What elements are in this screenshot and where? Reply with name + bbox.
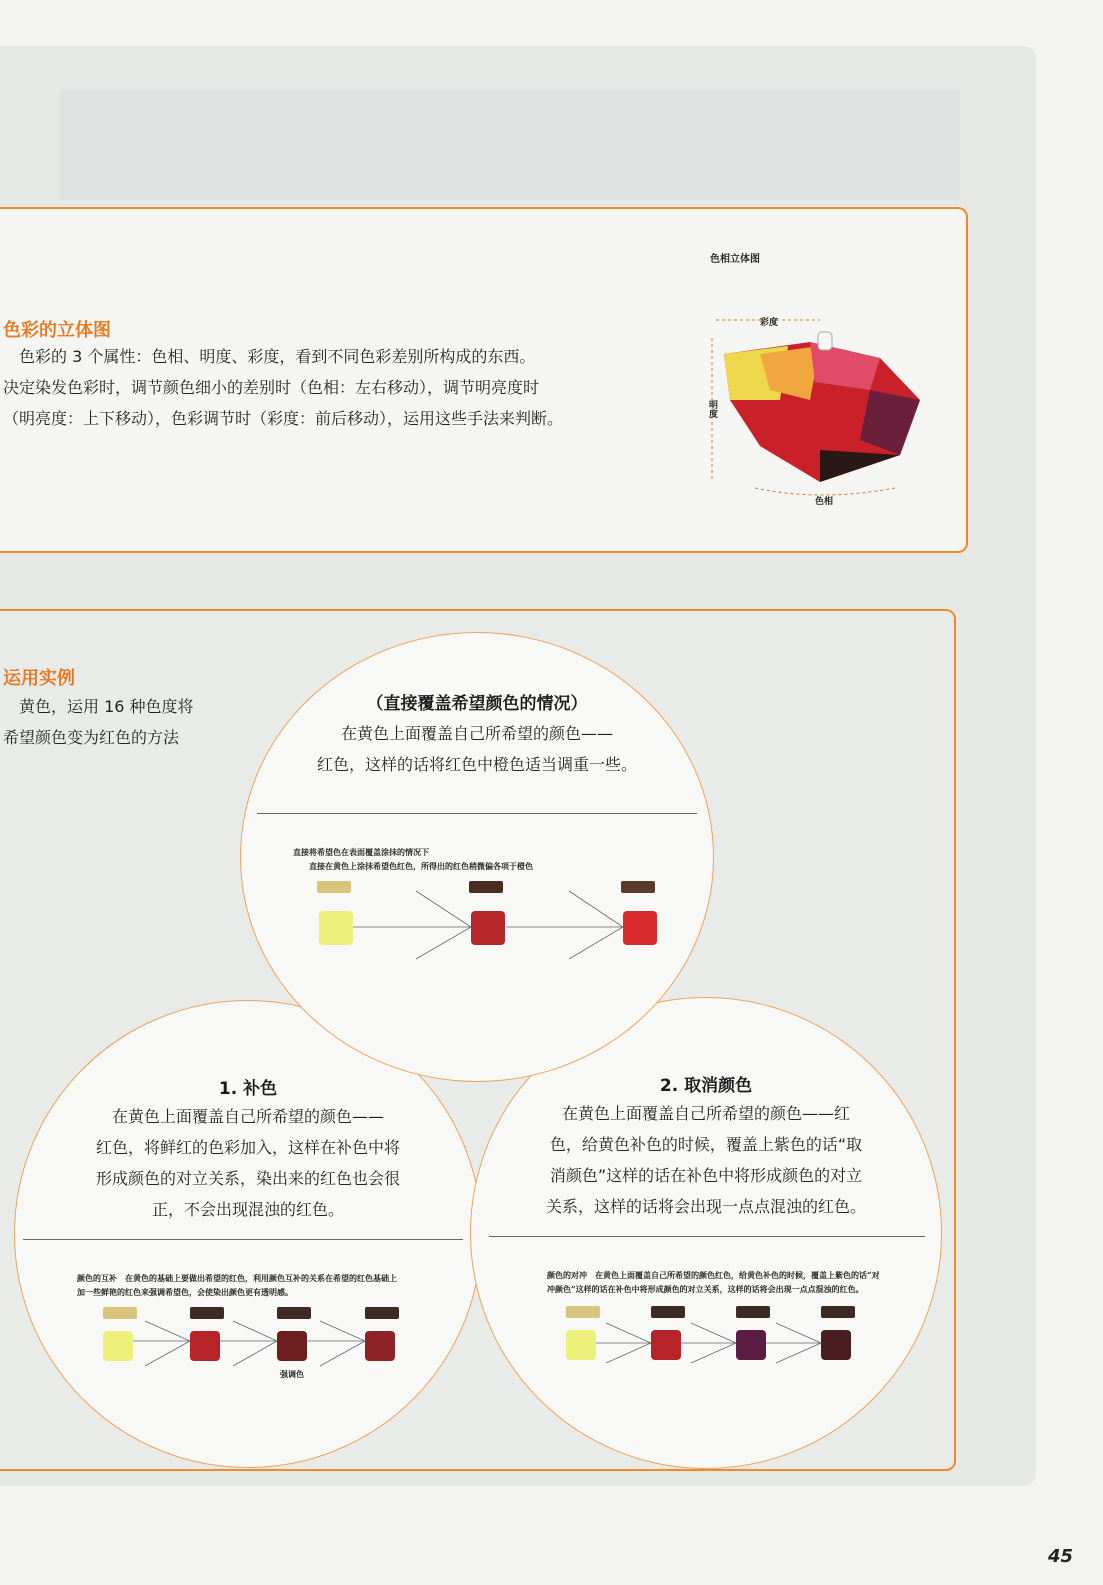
faded-header-band [60,90,960,200]
strip-dark-2 [621,881,655,893]
swatch-yellow [103,1331,133,1361]
accent-caption: 强调色 [280,1369,304,1379]
circle-top-note: 直接将希望色在表面覆盖涂抹的情况下 直接在黄色上涂抹希望色红色，所得出的红色稍微偏各项于橙色 [293,847,533,871]
figure-title: 色相立体图 [710,254,760,265]
section2-heading: 运用实例 [3,668,75,689]
page-number: 45 [1047,1546,1073,1567]
circle-right-body: 在黄色上面覆盖自己所希望的颜色——红 色，给黄色补色的时候，覆盖上紫色的话“取 消颜色”这样的话在补色中将形成颜色的对立 关系，这样的话将会出现一点点混浊的红色。 [545,1104,866,1216]
section1-body: 色彩的 3 个属性：色相、明度、彩度，看到不同色彩差别所构成的东西。 决定染发色彩时，调节颜色细小的差别时（色相：左右移动），调节明亮度时 （明亮度：上下移动），色彩调节时（彩度：前后移动），运用这些手法来判断。 [3,347,564,428]
circle-top-body: 在黄色上面覆盖自己所希望的颜色—— 红色，这样的话将红色中橙色适当调重一些。 [316,724,637,774]
circle-left-title: 1. 补色 [218,1079,278,1099]
strip-1 [566,1306,600,1318]
label-hue: 色相 [815,497,834,507]
strip-4 [365,1307,399,1319]
section2-intro: 黄色，运用 16 种色度将 希望颜色变为红色的方法 [3,697,194,747]
strip-dark-1 [469,881,503,893]
label-chroma: 彩度 [760,318,779,328]
color-solid-graphic [700,250,940,510]
strip-2 [190,1307,224,1319]
circle-right-note: 颜色的对冲 在黄色上面覆盖自己所希望的颜色红色，给黄色补色的时候，覆盖上紫色的话“对 冲颜色”这样的话在补色中将形成颜色的对立关系，这样的话将会出现一点点混浊的红色。 [547,1270,880,1294]
label-value: 明度 [707,400,717,418]
circle-left-body: 在黄色上面覆盖自己所希望的颜色—— 红色，将鲜红的色彩加入，这样在补色中将 形成颜色的对立关系，染出来的红色也会很 正，不会出现混浊的红色。 [95,1107,400,1219]
circle-top-title: （直接覆盖希望颜色的情况） [366,694,588,714]
circle-right-title: 2. 取消颜色 [659,1076,753,1096]
circle-top-connectors [241,633,713,1081]
strip-4 [821,1306,855,1318]
strip-3 [736,1306,770,1318]
strip-3 [277,1307,311,1319]
swatch-yellow [319,911,353,945]
circle-left-note: 颜色的互补 在黄色的基础上要做出希望的红色，利用颜色互补的关系在希望的红色基础上 加一些鲜艳的红色来强调希望色，会使染出颜色更有透明感。 [77,1273,397,1297]
circle-direct-overlay [240,632,714,1082]
swatch-result [365,1331,395,1361]
section1-heading: 色彩的立体图 [3,320,111,341]
swatch-red [190,1331,220,1361]
strip-2 [651,1306,685,1318]
swatch-accent [277,1331,307,1361]
strip-1 [103,1307,137,1319]
strip-yellow [317,881,351,893]
swatch-red [651,1330,681,1360]
swatch-purple [736,1330,766,1360]
swatch-yellow [566,1330,596,1360]
swatch-orange-red [623,911,657,945]
hue-solid-figure [700,250,940,510]
swatch-red [471,911,505,945]
swatch-result [821,1330,851,1360]
